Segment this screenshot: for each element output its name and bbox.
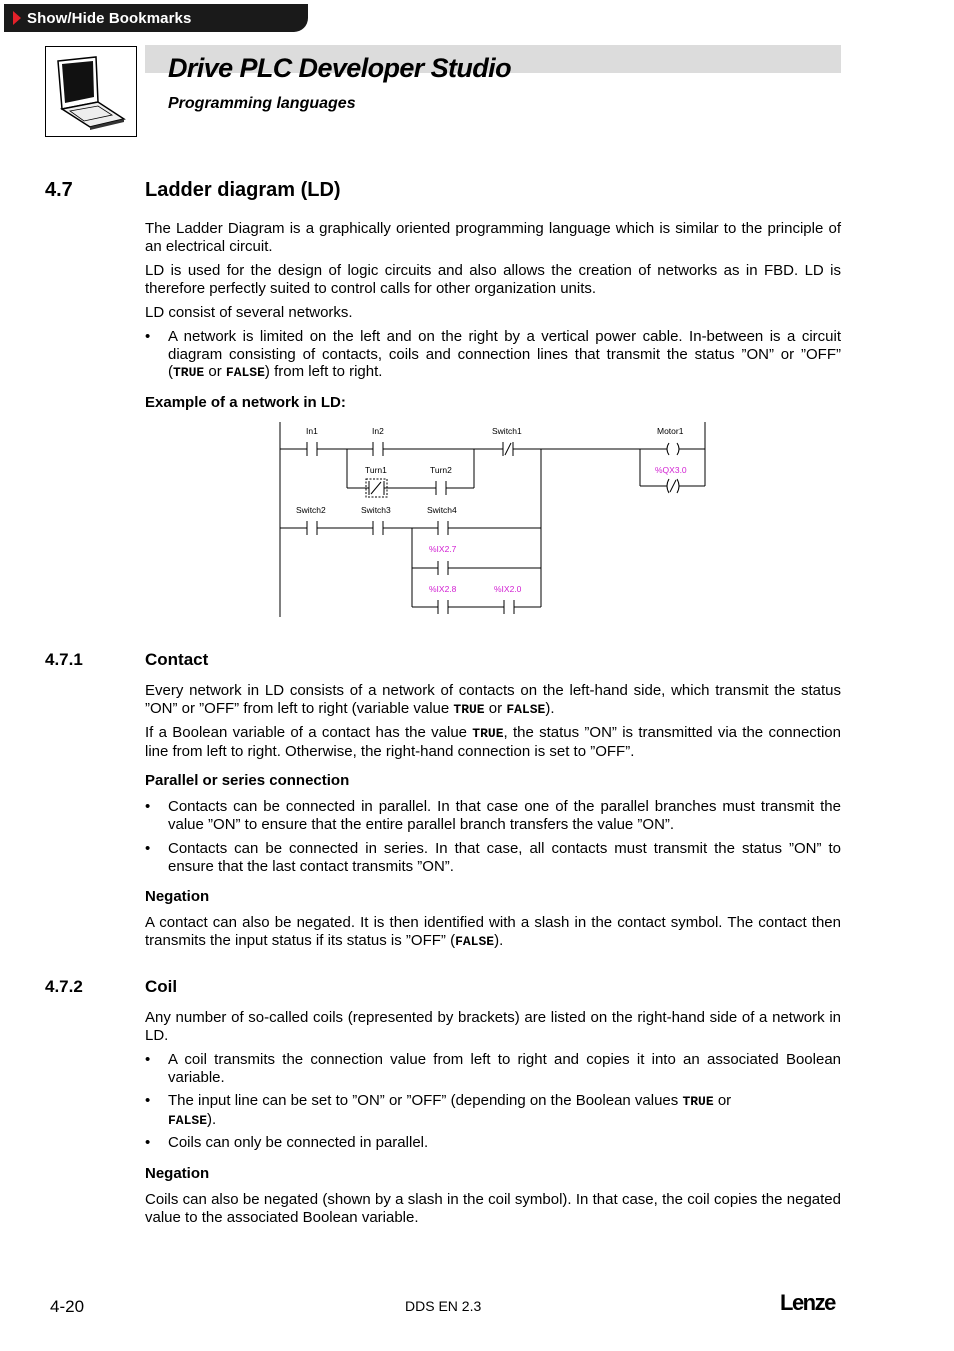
lenze-logo: Lenze (780, 1290, 835, 1315)
list-item-text: The input line can be set to ”ON” or ”OFF” (depending on the Boolean values TRUE or FALSE). (168, 1092, 732, 1128)
list-item-text: Contacts can be connected in series. In that case, all contacts must transmit the status ”ON” to ensure that the last contact transmits ”ON”. (168, 840, 841, 875)
section-number: 4.7 (45, 179, 73, 201)
bullet-icon: • (145, 798, 151, 815)
contact-label: Turn1 (365, 465, 387, 475)
coil-address-label: %QX3.0 (655, 465, 687, 475)
subsection-number: 4.7.2 (45, 977, 83, 996)
paragraph: The Ladder Diagram is a graphically oriented programming language which is similar to the principle of an electrical circuit. (145, 220, 841, 255)
list-item-text: Contacts can be connected in parallel. In that case one of the parallel branches must transmit the value ”ON” to ensure that the entire parallel branch transfers the value ”ON”. (168, 798, 841, 833)
show-hide-bookmarks-button[interactable] (4, 4, 308, 32)
paragraph: Every network in LD consists of a network of contacts on the left-hand side, which transmit the status ”ON” or ”OFF” from left to right (variable value TRUE or FALSE). (145, 682, 841, 717)
paragraph: A contact can also be negated. It is then identified with a slash in the contact symbol. The contact then transmits the input status if its status is ”OFF” (FALSE). (145, 914, 841, 949)
page-number: 4-20 (50, 1297, 85, 1316)
contact-address-label: %IX2.8 (429, 584, 457, 594)
paragraph: LD is used for the design of logic circuits and also allows the creation of networks as in FBD. LD is therefore perfectly suited to control calls for other organization units. (145, 262, 841, 297)
negation-label: Negation (145, 1165, 210, 1182)
bullet-icon: • (145, 840, 151, 857)
contact-address-label: %IX2.7 (429, 544, 457, 554)
subsection-title: Coil (145, 977, 178, 996)
bullet-icon: • (145, 1134, 151, 1151)
paragraph: If a Boolean variable of a contact has the value TRUE, the status ”ON” is transmitted via the connection line from left to right. Otherwise, the right-hand connection is set to ”OFF”. (145, 724, 841, 760)
bullet-icon: • (145, 328, 151, 345)
arrow-right-icon (13, 11, 21, 25)
laptop-icon (45, 46, 137, 137)
paragraph: Any number of so-called coils (represented by brackets) are listed on the right-hand side of a network in LD. (145, 1009, 841, 1044)
document-code: DDS EN 2.3 (405, 1298, 482, 1314)
section-title: Ladder diagram (LD) (145, 179, 341, 201)
list-item-text: A coil transmits the connection value from left to right and copies it into an associated Boolean variable. (168, 1051, 841, 1086)
bookmark-label: Show/Hide Bookmarks (27, 9, 192, 27)
list-item-text: Coils can only be connected in parallel. (168, 1134, 429, 1151)
list-item-text: A network is limited on the left and on the right by a vertical power cable. In-between is a circuit diagram consisting of contacts, coils and connection lines that transmit the status ”ON” or ”OFF” (TRUE or FALSE) from left to right. (168, 328, 841, 380)
subsection-title: Contact (145, 650, 209, 669)
document-title: Drive PLC Developer Studio (168, 53, 511, 83)
contact-label: In2 (372, 426, 384, 436)
paragraph: Coils can also be negated (shown by a slash in the coil symbol). In that case, the coil copies the negated value to the associated Boolean variable. (145, 1191, 841, 1226)
example-label: Example of a network in LD: (145, 394, 346, 411)
subsection-number: 4.7.1 (45, 650, 83, 669)
contact-address-label: %IX2.0 (494, 584, 522, 594)
contact-label: In1 (306, 426, 318, 436)
ladder-diagram (270, 418, 720, 620)
contact-label: Switch1 (492, 426, 522, 436)
contact-label: Switch2 (296, 505, 326, 515)
contact-label: Switch4 (427, 505, 457, 515)
bullet-icon: • (145, 1092, 151, 1109)
coil-label: Motor1 (657, 426, 684, 436)
parallel-label: Parallel or series connection (145, 772, 350, 789)
contact-label: Switch3 (361, 505, 391, 515)
negation-label: Negation (145, 888, 210, 905)
bullet-icon: • (145, 1051, 151, 1068)
document-subtitle: Programming languages (168, 95, 356, 112)
paragraph: LD consist of several networks. (145, 304, 353, 321)
contact-label: Turn2 (430, 465, 452, 475)
